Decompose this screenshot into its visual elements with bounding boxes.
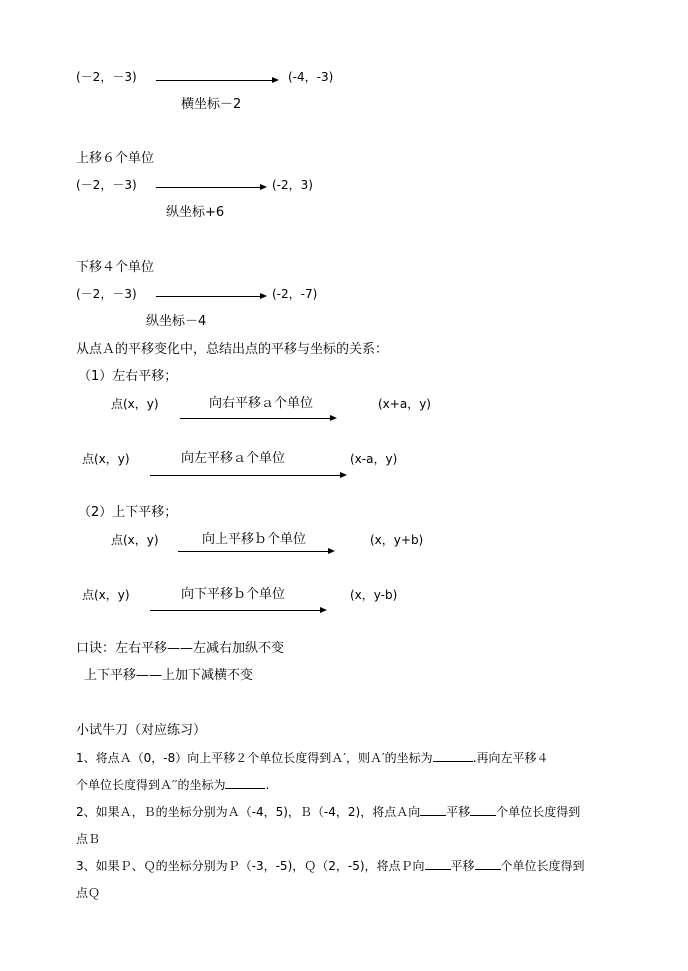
lr-right-arrow bbox=[180, 418, 330, 419]
example3-end: (-2，-7) bbox=[272, 287, 318, 301]
practice-q1-line1: 1、将点Ａ（0，-8）向上平移２个单位长度得到Ａ′，则Ａ′的坐标为 .再向左平移４ bbox=[76, 751, 549, 765]
ud-down-arrow bbox=[150, 610, 320, 611]
practice-q2-line2: 点Ｂ bbox=[76, 832, 101, 846]
lr-left-arrow bbox=[150, 475, 340, 476]
answer-blank[interactable] bbox=[433, 761, 473, 762]
example3-arrow bbox=[156, 296, 260, 297]
lr-right-result: (x+a，y) bbox=[378, 397, 431, 411]
ud-up-result: (x，y+b) bbox=[370, 533, 424, 547]
example2-arrow bbox=[156, 187, 260, 188]
example2-heading: 上移６个单位 bbox=[76, 151, 155, 166]
ud-up-arrow bbox=[178, 551, 328, 552]
practice-q1-line2: 个单位长度得到Ａ′′的坐标为 . bbox=[76, 778, 270, 792]
example1-start: (－2，－3) bbox=[76, 70, 137, 84]
example2-label: 纵坐标+6 bbox=[166, 205, 225, 220]
practice-q2-line1: 2、如果Ａ，Ｂ的坐标分别为Ａ（-4，5)，Ｂ（-4，2)，将点Ａ向 平移 个单位长度得到 bbox=[76, 805, 581, 819]
example3-label: 纵坐标－4 bbox=[146, 314, 207, 329]
lr-left-point: 点(x，y) bbox=[82, 452, 130, 466]
answer-blank[interactable] bbox=[475, 869, 501, 870]
summary-intro: 从点Ａ的平移变化中，总结出点的平移与坐标的关系： bbox=[76, 342, 389, 357]
example1-label: 横坐标－2 bbox=[181, 97, 242, 112]
practice-title: 小试牛刀（对应练习） bbox=[76, 723, 207, 738]
answer-blank[interactable] bbox=[420, 815, 446, 816]
lr-right-label: 向右平移ａ个单位 bbox=[209, 396, 314, 411]
lr-right-point: 点(x，y) bbox=[111, 397, 159, 411]
answer-blank[interactable] bbox=[225, 788, 265, 789]
ud-up-point: 点(x，y) bbox=[111, 533, 159, 547]
lr-left-result: (x-a，y) bbox=[350, 452, 398, 466]
mnemonic-line1: 口诀：左右平移——左减右加纵不变 bbox=[76, 641, 285, 656]
answer-blank[interactable] bbox=[425, 869, 451, 870]
example3-start: (－2，－3) bbox=[76, 287, 137, 301]
lr-title: （1）左右平移； bbox=[78, 369, 178, 384]
lr-left-label: 向左平移ａ个单位 bbox=[181, 451, 286, 466]
ud-up-label: 向上平移ｂ个单位 bbox=[202, 532, 307, 547]
ud-down-label: 向下平移ｂ个单位 bbox=[181, 587, 286, 602]
example1-end: (-4，-3) bbox=[288, 70, 334, 84]
ud-down-point: 点(x，y) bbox=[82, 588, 130, 602]
practice-q3-line2: 点Ｑ bbox=[76, 886, 101, 900]
example2-start: (－2，－3) bbox=[76, 178, 137, 192]
mnemonic-line2: 上下平移——上加下减横不变 bbox=[84, 668, 254, 683]
ud-down-result: (x，y-b) bbox=[350, 588, 398, 602]
practice-q3-line1: 3、如果Ｐ、Ｑ的坐标分别为Ｐ（-3，-5)，Ｑ（2，-5)，将点Ｐ向 平移 个单位长度得到 bbox=[76, 859, 585, 873]
example1-arrow bbox=[156, 80, 272, 81]
example2-end: (-2，3) bbox=[272, 178, 313, 192]
ud-title: （2）上下平移； bbox=[78, 505, 178, 520]
answer-blank[interactable] bbox=[470, 815, 496, 816]
example3-heading: 下移４个单位 bbox=[76, 260, 155, 275]
